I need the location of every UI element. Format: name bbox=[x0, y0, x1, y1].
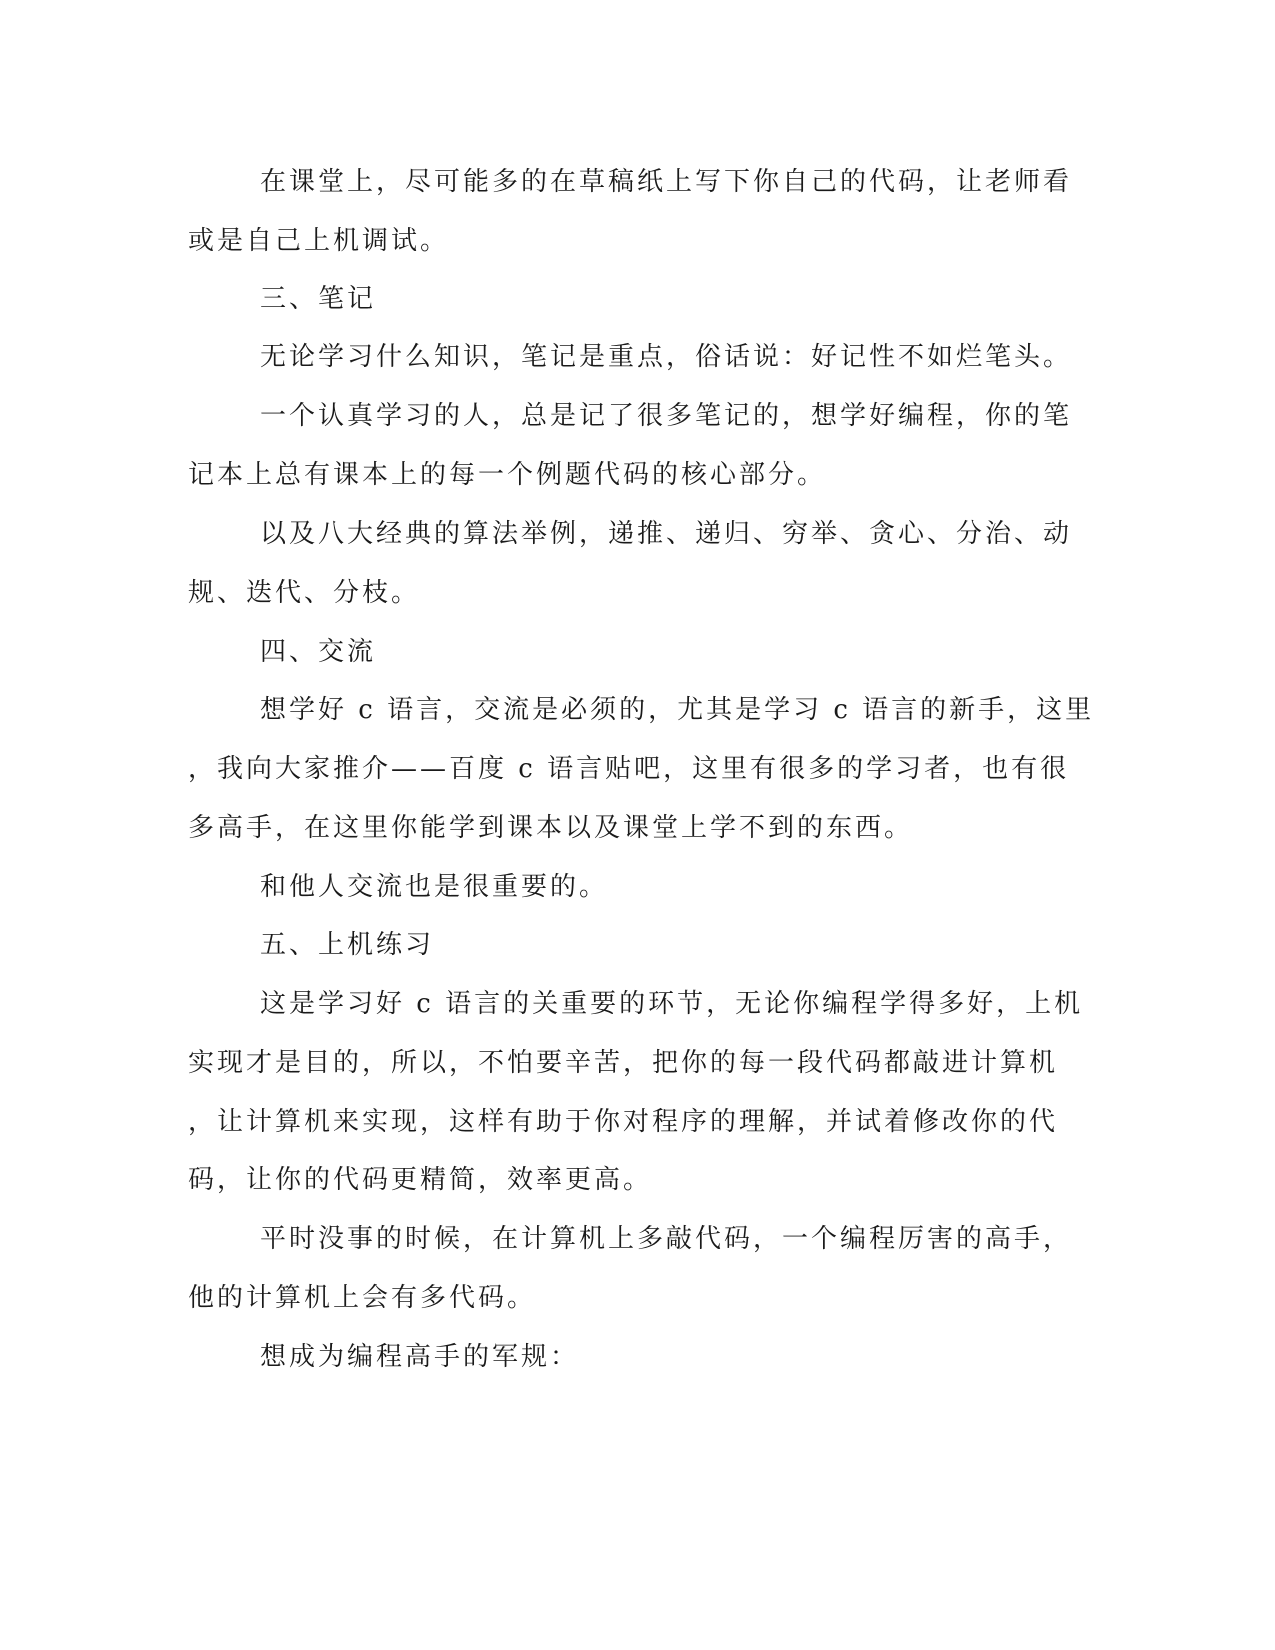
paragraph-line: 一个认真学习的人，总是记了很多笔记的，想学好编程，你的笔 bbox=[260, 401, 1073, 431]
paragraph-line: ，我向大家推介——百度 c 语言贴吧，这里有很多的学习者，也有很 bbox=[188, 754, 1070, 784]
paragraph-line: 想学好 c 语言，交流是必须的，尤其是学习 c 语言的新手，这里 bbox=[260, 695, 1095, 725]
paragraph-line: 规、迭代、分枝。 bbox=[188, 578, 421, 608]
paragraph-line: 实现才是目的，所以，不怕要辛苦，把你的每一段代码都敲进计算机 bbox=[188, 1048, 1059, 1078]
paragraph-line: 这是学习好 c 语言的关重要的环节，无论你编程学得多好，上机 bbox=[260, 989, 1084, 1019]
paragraph-line: 码，让你的代码更精简，效率更高。 bbox=[188, 1165, 653, 1195]
paragraph-line: 他的计算机上会有多代码。 bbox=[188, 1283, 537, 1313]
paragraph-line: 在课堂上，尽可能多的在草稿纸上写下你自己的代码，让老师看 bbox=[260, 167, 1073, 197]
paragraph-line: 和他人交流也是很重要的。 bbox=[260, 872, 609, 902]
section-heading: 四、交流 bbox=[260, 637, 377, 667]
paragraph-line: 想成为编程高手的军规： bbox=[260, 1342, 580, 1372]
paragraph-line: 或是自己上机调试。 bbox=[188, 226, 450, 256]
paragraph-line: 无论学习什么知识，笔记是重点，俗话说：好记性不如烂笔头。 bbox=[260, 342, 1073, 372]
paragraph-line: 平时没事的时候，在计算机上多敲代码，一个编程厉害的高手， bbox=[260, 1224, 1073, 1254]
section-heading: 五、上机练习 bbox=[260, 930, 435, 960]
paragraph-line: ，让计算机来实现，这样有助于你对程序的理解，并试着修改你的代 bbox=[188, 1107, 1059, 1137]
section-heading: 三、笔记 bbox=[260, 284, 377, 314]
paragraph-line: 多高手，在这里你能学到课本以及课堂上学不到的东西。 bbox=[188, 813, 914, 843]
paragraph-line: 记本上总有课本上的每一个例题代码的核心部分。 bbox=[188, 460, 827, 490]
paragraph-line: 以及八大经典的算法举例，递推、递归、穷举、贪心、分治、动 bbox=[260, 519, 1073, 549]
